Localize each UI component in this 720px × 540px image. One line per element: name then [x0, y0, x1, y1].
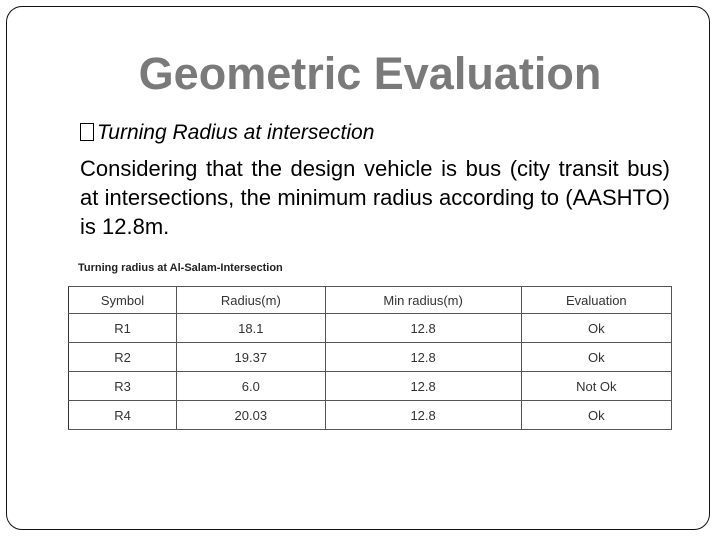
table-row: [69, 314, 672, 343]
header-symbol: Symbol: [69, 287, 177, 314]
table-header-row: [69, 287, 672, 314]
cell-radius: 19.37: [177, 343, 326, 372]
cell-evaluation: Ok: [521, 314, 671, 343]
cell-symbol: R2: [69, 343, 177, 372]
bullet-item: [80, 121, 374, 145]
cell-symbol: R3: [69, 372, 177, 401]
slide-title: Geometric Evaluation: [138, 48, 602, 99]
table-row: [69, 372, 672, 401]
table-wrapper: [68, 286, 672, 434]
cell-evaluation: Ok: [521, 343, 671, 372]
header-radius: Radius(m): [177, 287, 326, 314]
table-caption: Turning radius at Al-Salam-Intersection: [78, 262, 283, 274]
cell-radius: 18.1: [177, 314, 326, 343]
cell-evaluation: Not Ok: [521, 372, 671, 401]
bullet-box-icon: [80, 123, 94, 141]
cell-min-radius: 12.8: [325, 343, 521, 372]
cell-min-radius: 12.8: [325, 401, 521, 430]
bullet-text: Turning Radius at intersection: [97, 121, 375, 144]
table-row: [69, 401, 672, 430]
cell-symbol: R4: [69, 401, 177, 430]
table-row: [69, 343, 672, 372]
cell-min-radius: 12.8: [325, 372, 521, 401]
cell-radius: 6.0: [177, 372, 326, 401]
header-min-radius: Min radius(m): [325, 287, 521, 314]
turning-radius-table: [68, 286, 672, 430]
cell-radius: 20.03: [177, 401, 326, 430]
cell-min-radius: 12.8: [325, 314, 521, 343]
header-evaluation: Evaluation: [521, 287, 671, 314]
cell-symbol: R1: [69, 314, 177, 343]
cell-evaluation: Ok: [521, 401, 671, 430]
body-paragraph: Considering that the design vehicle is bus (city transit bus) at intersections, the minimum radius according to (AASHTO) is 12.8m.: [80, 156, 670, 239]
